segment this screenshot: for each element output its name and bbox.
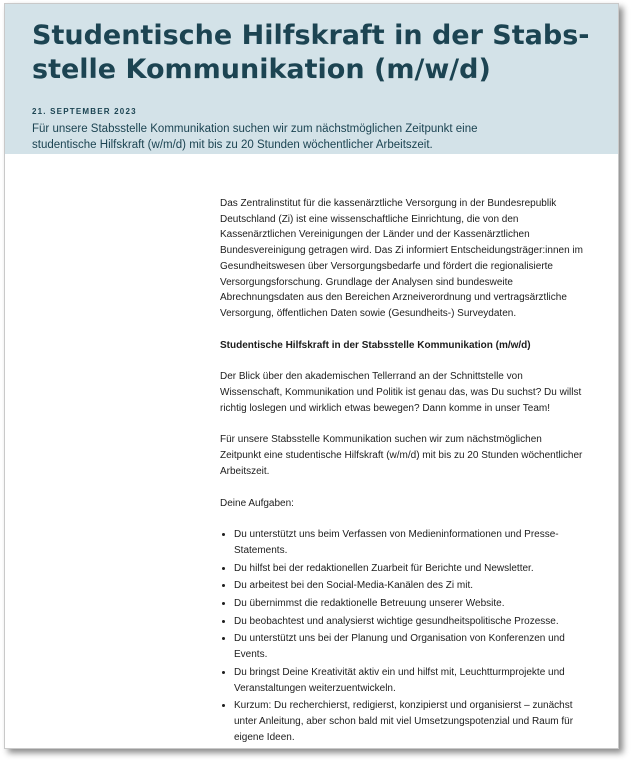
list-item: • Du unterstützt uns beim Verfassen von Medieninformationen und Presse-Statements.: [234, 527, 585, 558]
paragraph: Für unsere Stabsstelle Kommunikation suchen wir zum nächstmöglichen Zeitpunkt eine studentische Hilfskraft (w/m/d) mit bis zu 20 Stunden wöchentlicher Arbeitszeit.: [220, 434, 583, 477]
section-heading: Studentische Hilfskraft in der Stabsstelle Kommunikation (m/w/d): [220, 339, 531, 351]
page-title: Studentische Hilfskraft in der Stabs-stelle Kommunikation (m/w/d): [32, 20, 590, 85]
tasks-label: Deine Aufgaben:: [220, 497, 294, 509]
page-frame: [4, 3, 619, 749]
intro-paragraph: Das Zentralinstitut für die kassenärztliche Versorgung in der Bundesrepublik Deutschland (Zi) ist eine wissenschaftliche Einrichtung, die von den Kassenärztlichen Vereinigungen der Länder und der Kassenärztlichen Bundesvereinigung getragen wird. Das Zi informiert Entscheidungsträger:innen im Gesundheitswesen über Versorgungsbedarfe und fördert die regionalisierte Versorgungsforschung. Grundlage der Analysen sind bundesweite Abrechnungsdaten aus den Bereichen Arzneiverordnung und vertragsärztliche Versorgung, öffentlichen Daten sowie (Gesundheits-) Surveydaten.: [220, 198, 583, 319]
list-item: • Kurzum: Du recherchierst, redigierst, konzipierst und organisierst – zunächst unter Anleitung, aber schon bald mit viel Umsetzungspotenzial und Raum für eigene Ideen.: [234, 698, 585, 745]
paragraph: Der Blick über den akademischen Tellerrand an der Schnittstelle von Wissenschaft, Kommunikation und Politik ist genau das, was Du suchst? Du willst richtig loslegen und wirklich etwas bewegen? Dann komme in unser Team!: [220, 371, 582, 414]
article-lead: Für unsere Stabsstelle Kommunikation suchen wir zum nächstmöglichen Zeitpunkt eine studentische Hilfskraft (w/m/d) mit bis zu 20 Stunden wöchentlicher Arbeitszeit.: [32, 123, 478, 151]
list-item: • Du übernimmst die redaktionelle Betreuung unserer Website.: [234, 596, 585, 612]
task-list: [220, 527, 585, 745]
article-header: [5, 4, 618, 154]
list-item: • Du unterstützt uns bei der Planung und Organisation von Konferenzen und Events.: [234, 631, 585, 662]
list-item: • Du beobachtest und analysierst wichtige gesundheitspolitische Prozesse.: [234, 614, 585, 630]
list-item: • Du bringst Deine Kreativität aktiv ein und hilfst mit, Leuchtturmprojekte und Veranstaltungen weiterzuentwickeln.: [234, 665, 585, 696]
list-item: • Du arbeitest bei den Social-Media-Kanälen des Zi mit.: [234, 578, 585, 594]
publish-date: 21. SEPTEMBER 2023: [32, 107, 137, 116]
list-item: • Du hilfst bei der redaktionellen Zuarbeit für Berichte und Newsletter.: [234, 561, 585, 577]
article-body: [220, 196, 585, 747]
